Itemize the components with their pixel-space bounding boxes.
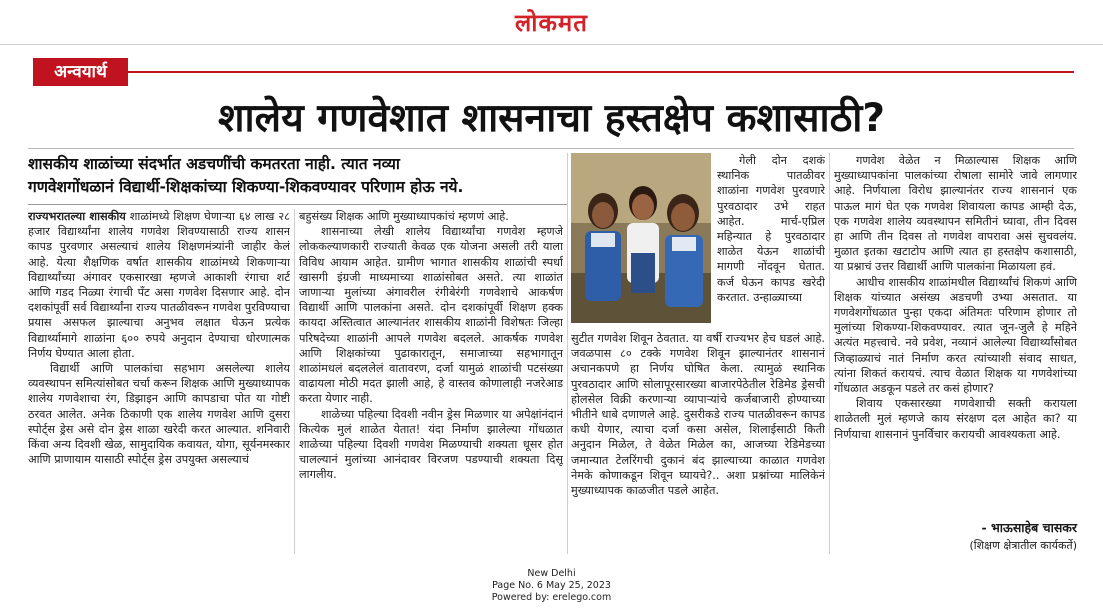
author-role: (शिक्षण क्षेत्रातील कार्यकर्ते) — [969, 539, 1077, 552]
column-2 — [299, 209, 563, 554]
column-divider — [567, 153, 568, 554]
masthead-divider — [0, 44, 1103, 45]
lokmat-logo: लोकमत — [515, 8, 588, 37]
lead-words: राज्यभरातल्या शासकीय — [28, 210, 126, 223]
paragraph: आधीच शासकीय शाळांमधील विद्यार्थ्यांचं शिकणं आणि शिक्षक यांच्यात असंख्य अडचणी उभ्या असतात. या गणवेशगोंधळात पुन्हा एकदा अंतिमतः परिणाम होणार तो मुलांच्या शिकण्या-शिकवण्यावर. त्यात जून-जुलै हे महिने अत्यंत महत्त्वाचे. नवे प्रवेश, नव्यानं आलेल्या विद्यार्थ्यांसोबत जिव्हाळ्याचं नातं निर्माण करत त्यांच्याशी संवाद साधत, त्यांना शिकतं करायचं. त्याच वेळात शिक्षक या गणवेशांच्या गोंधळात अडकून पडले तर कसं होणार? — [834, 275, 1077, 396]
column-divider — [294, 209, 295, 554]
article-headline: शालेय गणवेशात शासनाचा हस्तक्षेप कशासाठी? — [218, 96, 885, 141]
article-deck — [28, 153, 568, 199]
paragraph: बहुसंख्य शिक्षक आणि मुख्याध्यापकांचं म्हणणं आहे. — [299, 210, 509, 223]
column-4 — [834, 153, 1077, 558]
column-1 — [28, 209, 290, 554]
column-divider — [829, 153, 830, 554]
column-3-top — [717, 153, 825, 331]
author-name: - भाऊसाहेब चासकर — [981, 520, 1077, 535]
schoolchildren-photo — [571, 153, 711, 323]
paragraph: शासनाच्या लेखी शालेय विद्यार्थ्यांचा गणवेश म्हणजे लोककल्याणकारी राज्याती केवळ एक योजना असली तरी याला विविध आयाम आहेत. ग्रामीण भागात शासकीय शाळांची स्पर्धा खासगी इंग्रजी माध्यमाच्या शाळांसोबत असते. त्या शाळांत जाणाऱ्या मुलांच्या अंगावरील रंगीबेरंगी गणवेशाचे आकर्षण विद्यार्थी आणि पालकांना असते. दोन दशकांपूर्वी शिक्षण हक्क कायदा अस्तित्वात आल्यानंतर शासकीय शाळांनी विशेषतः जिल्हा परिषदेच्या शाळांनी आपले गणवेश बदलले. आकर्षक गणवेश आणि शिक्षकांच्या पुढाकारातून, समाजाच्या सहभागातून शाळांमधलं बदललेलं वातावरण, दर्जा यामुळं शाळांची पटसंख्या वाढायला मोठी मदत झाली आहे, हे वास्तव कोणालाही नजरेआड करता येणार नाही. — [299, 225, 563, 406]
section-kicker: अन्वयार्थ — [33, 58, 128, 86]
deck-line-2: गणवेशगोंधळानं विद्यार्थी-शिक्षकांच्या शिकण्या-शिकवण्यावर परिणाम होऊ नये. — [28, 178, 464, 196]
paragraph: शाळांमध्ये शिक्षण घेणाऱ्या ६४ लाख २८ हजार विद्यार्थ्यांना शालेय गणवेश शिवण्यासाठी राज्य शासन कापड पुरवणार असल्याचं शालेय शिक्षणमंत्र्यांनी जाहीर केलं आहे. येत्या शैक्षणिक वर्षात शासकीय शाळांमध्ये शिकणाऱ्या विद्यार्थ्यांच्या अंगावर एकसारखा म्हणजे आकाशी रंगाचा शर्ट आणि गडद निळ्या रंगाची पँट असा गणवेश दिसणार आहे. दोन दशकांपूर्वी सर्व विद्यार्थ्यांना राज्य पातळीवरून गणवेश पुरविण्याचा प्रयास असफल झाल्याचा अनुभव लक्षात घेऊन प्रत्येक विद्यार्थ्यामागे शाळांना ६०० रुपये अनुदान देण्याचा धोरणात्मक निर्णय घेण्यात आला होता. — [28, 210, 290, 360]
column-3-bottom — [571, 331, 825, 554]
kicker-rule — [128, 71, 1074, 73]
paragraph: सुटीत गणवेश शिवून ठेवतात. या वर्षी राज्यभर हेच घडलं आहे. जवळपास ८० टक्के गणवेश शिवून झाल्यानंतर शासनानं अचानकपणे हा निर्णय घोषित केला. त्यामुळं स्थानिक पुरवठादार आणि सोलापूरसारख्या बाजारपेठेतील रेडिमेड ड्रेसची होलसेल विक्री करणाऱ्या व्यापाऱ्यांचे कर्जबाजारी होण्याच्या भीतीने धाबे दणाणले आहे. दुसरीकडे राज्य पातळीवरून कापड कधी येणार, त्याचा दर्जा कसा असेल, शिलाईसाठी किती अनुदान मिळेल, ते वेळेत मिळेल का, आजच्या रेडिमेडच्या जमान्यात टेलरिंगची दुकानं बंद झाल्याच्या काळात गणवेश नेमके कोणाकडून शिवून घ्यायचे?.. अशा प्रश्नांच्या मालिकेनं मुख्याध्यापक काळजीत पडले आहेत. — [571, 332, 825, 498]
deck-line-1: शासकीय शाळांच्या संदर्भात अडचणींची कमतरता नाही. त्यात नव्या — [28, 155, 400, 173]
paragraph: विद्यार्थी आणि पालकांचा सहभाग असलेल्या शालेय व्यवस्थापन समित्यांसोबत चर्चा करून शिक्षक आणि मुख्याध्यापक शालेय गणवेशाचा रंग, डिझाइन आणि कापडाचा पोत या गोष्टी ठरवत आलेत. अनेक ठिकाणी एक शालेय गणवेश आणि दुसरा स्पोर्ट्स ड्रेस असे दोन ड्रेस शाळा खरेदी करत आल्यात. शनिवारी किंवा अन्य दिवशी खेळ, सामुदायिक कवायत, योगा, सूर्यनमस्कार आणि प्राणायाम यासाठी स्पोर्ट्स ड्रेस उपयुक्त असल्याचं — [28, 362, 290, 467]
paragraph: शाळेच्या पहिल्या दिवशी नवीन ड्रेस मिळणार या अपेक्षांनंदानं कित्येक मुलं शाळेत येतात! यंदा निर्माण झालेल्या गोंधळात शाळेच्या पहिल्या दिवशी गणवेश मिळण्याची शक्यता धूसर होत चालल्यानं मुलांच्या आनंदावर विरजण पडण्याची शक्यता दिसू लागलीय. — [299, 407, 563, 482]
footer-powered-by: Powered by: erelego.com — [491, 592, 612, 603]
paragraph: गेली दोन दशकं स्थानिक पातळीवर शाळांना गणवेश पुरवणारे पुरवठादार उभे राहत आहेत. मार्च-एप्रिल महिन्यात हे पुरवठादार शाळेत येऊन शाळांची मागणी नोंदवून घेतात. कर्ज घेऊन कापड खरेदी करतात. उन्हाळ्याच्या — [717, 154, 825, 304]
deck-rule — [28, 204, 568, 205]
footer-edition: New Delhi — [527, 568, 576, 579]
paragraph: गणवेश वेळेत न मिळाल्यास शिक्षक आणि मुख्याध्यापकांना पालकांच्या रोषाला सामोरे जावे लागणार आहे. निर्णयाला विरोध झाल्यानंतर राज्य शासनानं एक पाऊल मागं घेत एक गणवेश शिवायला कापड आम्ही देऊ, एक गणवेश शालेय व्यवस्थापन समितीनं घ्यावा, तीन दिवस हा आणि तीन दिवस तो गणवेश वापरावा असं सुचवलंय. मुळात इतका खटाटोप आणि त्यात हा हस्तक्षेप कशासाठी, या प्रश्नाचं उत्तर विद्यार्थी आणि पालकांना मिळायला हवं. — [834, 154, 1077, 274]
headline-rule — [28, 148, 1074, 149]
paragraph: शिवाय एकसारख्या गणवेशाची सक्ती करायला शाळेतली मुलं म्हणजे काय संरक्षण दल आहेत का? या निर्णयाचा शासनानं पुनर्विचार करायची आवश्यकता आहे. — [834, 397, 1077, 441]
footer-page-date: Page No. 6 May 25, 2023 — [492, 580, 611, 591]
